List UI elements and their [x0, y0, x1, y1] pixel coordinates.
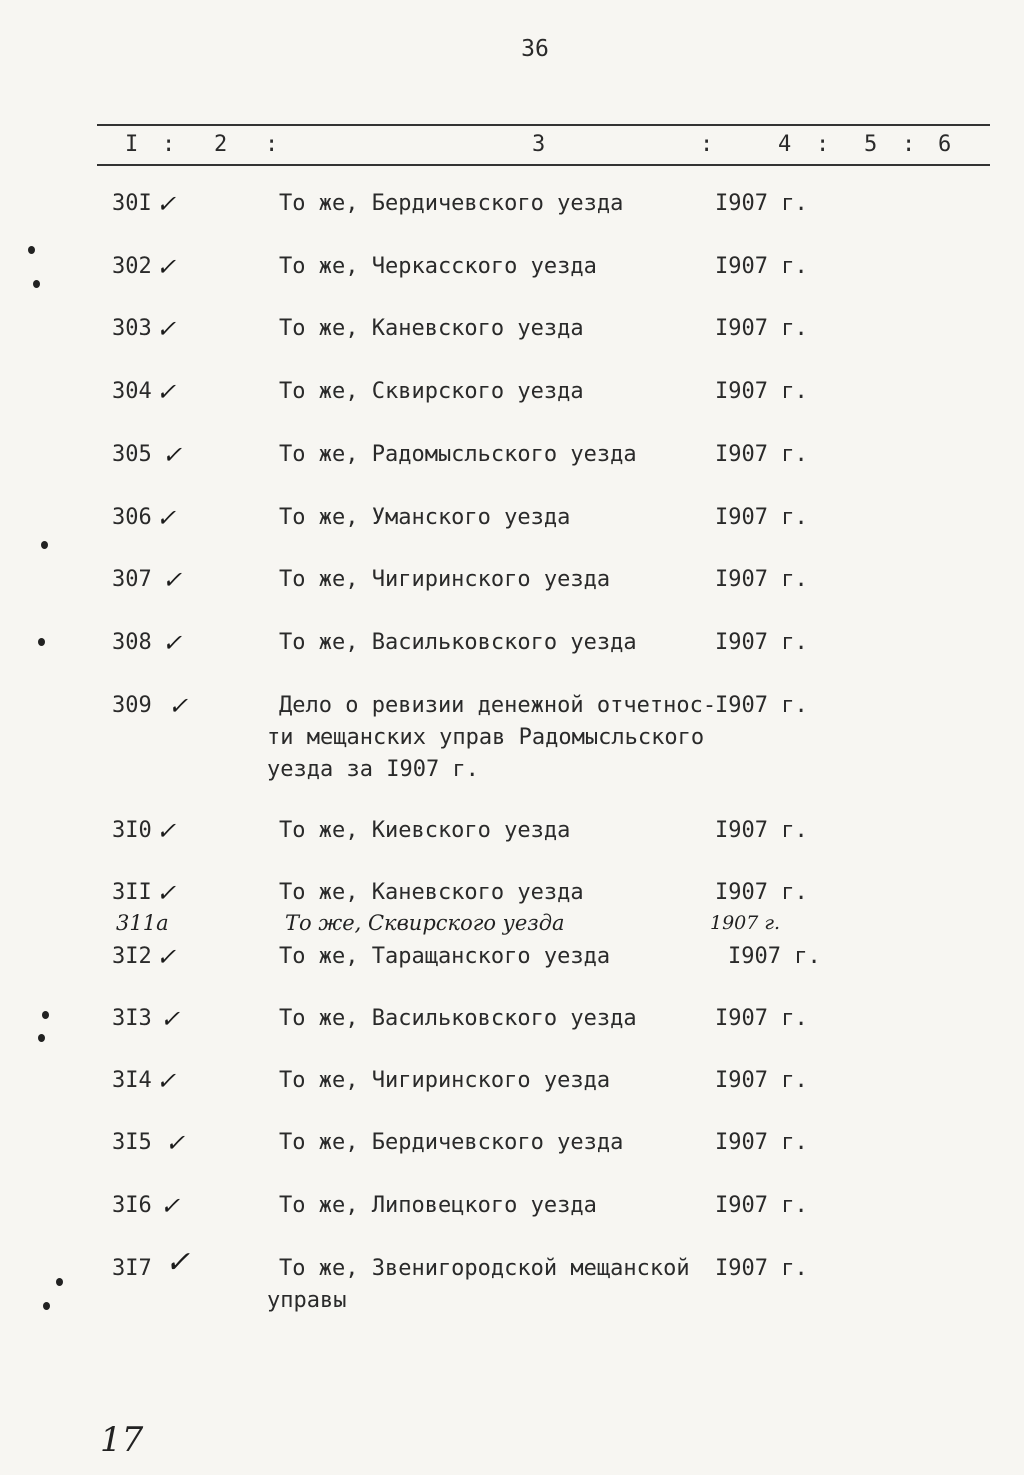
column-separator: : — [265, 132, 279, 157]
binder-dot — [42, 1011, 49, 1019]
row-year: I907 г. — [715, 567, 808, 592]
row-title-line: То же, Липовецкого уезда — [279, 1193, 597, 1218]
row-year: I907 г. — [715, 1130, 808, 1155]
checkmark-icon: ✓ — [156, 817, 177, 845]
row-year: I907 г. — [715, 880, 808, 905]
row-title-line: То же, Радомысльского уезда — [279, 442, 637, 467]
binder-dot — [43, 1302, 50, 1310]
row-number: 3I6 — [112, 1193, 152, 1218]
row-title-line: То же, Киевского уезда — [279, 818, 571, 843]
row-title-line: То же, Уманского уезда — [279, 505, 571, 530]
column-separator: : — [162, 132, 176, 157]
checkmark-icon: ✓ — [156, 190, 177, 218]
column-header-3: 3 — [532, 132, 546, 157]
column-header-2: 2 — [214, 132, 228, 157]
column-header-4: 4 — [778, 132, 792, 157]
handwritten-sheet-number: 17 — [100, 1420, 144, 1460]
row-number: 302 — [112, 254, 152, 279]
binder-dot — [56, 1278, 63, 1286]
row-number: 3I3 — [112, 1006, 152, 1031]
checkmark-icon: ✓ — [156, 943, 177, 971]
row-number: 308 — [112, 630, 152, 655]
column-separator: : — [816, 132, 830, 157]
row-year: I907 г. — [715, 818, 808, 843]
header-rule-top — [97, 124, 990, 126]
row-title-line: То же, Черкасского уезда — [279, 254, 597, 279]
row-year: I907 г. — [715, 1006, 808, 1031]
checkmark-icon: ✓ — [160, 1192, 181, 1220]
checkmark-icon: ✓ — [165, 1129, 186, 1157]
row-number: 3I0 — [112, 818, 152, 843]
row-year: I907 г. — [715, 505, 808, 530]
row-title-line: То же, Сквирского уезда — [279, 379, 584, 404]
row-number: 30I — [112, 191, 152, 216]
row-number: 304 — [112, 379, 152, 404]
row-year: I907 г. — [715, 630, 808, 655]
binder-dot — [38, 638, 45, 646]
row-year: I907 г. — [715, 1193, 808, 1218]
header-rule-bottom — [97, 164, 990, 166]
row-number: 3I4 — [112, 1068, 152, 1093]
checkmark-icon: ✓ — [156, 315, 177, 343]
binder-dot — [38, 1034, 45, 1042]
column-separator: : — [902, 132, 916, 157]
checkmark-icon: ✓ — [162, 629, 183, 657]
row-number: 306 — [112, 505, 152, 530]
row-title-line: То же, Сквирского уезда — [285, 911, 565, 935]
column-separator: : — [700, 132, 714, 157]
checkmark-icon: ✓ — [162, 566, 183, 594]
row-title-line: ти мещанских управ Радомысльского — [267, 725, 705, 750]
checkmark-icon: ✓ — [160, 1005, 181, 1033]
row-year: I907 г. — [715, 442, 808, 467]
row-title-line: То же, Васильковского уезда — [279, 1006, 637, 1031]
checkmark-icon: ✓ — [156, 253, 177, 281]
binder-dot — [28, 246, 35, 254]
row-title-line: уезда за I907 г. — [267, 757, 479, 782]
row-title-line: То же, Бердичевского уезда — [279, 1130, 624, 1155]
row-year: I907 г. — [728, 944, 821, 969]
row-number: 303 — [112, 316, 152, 341]
row-year: I907 г. — [715, 379, 808, 404]
checkmark-icon: ✓ — [156, 378, 177, 406]
row-title-line: То же, Каневского уезда — [279, 880, 584, 905]
row-year: I907 г. — [715, 1068, 808, 1093]
row-number: 309 — [112, 693, 152, 718]
row-year: I907 г. — [715, 1256, 808, 1281]
row-number: 3I2 — [112, 944, 152, 969]
row-year: I907 г. — [715, 191, 808, 216]
binder-dot — [33, 280, 40, 288]
row-title-line: Дело о ревизии денежной отчетнос- — [279, 693, 717, 718]
page-number: 36 — [521, 36, 549, 62]
column-header-6: 6 — [938, 132, 952, 157]
row-year: 1907 г. — [710, 912, 781, 934]
row-year: I907 г. — [715, 254, 808, 279]
row-title-line: То же, Бердичевского уезда — [279, 191, 624, 216]
row-title-line: То же, Чигиринского уезда — [279, 567, 611, 592]
row-year: I907 г. — [715, 316, 808, 341]
row-title-line: управы — [267, 1288, 347, 1313]
checkmark-icon: ✓ — [156, 879, 177, 907]
column-header-1: I — [125, 132, 139, 157]
checkmark-icon: ✓ — [156, 504, 177, 532]
row-title-line: То же, Звенигородской мещанской — [279, 1256, 690, 1281]
checkmark-icon: ✓ — [162, 441, 183, 469]
row-title-line: То же, Каневского уезда — [279, 316, 584, 341]
row-number: 305 — [112, 442, 152, 467]
checkmark-icon: ✓ — [156, 1067, 177, 1095]
row-number: 3I5 — [112, 1130, 152, 1155]
row-number: 311а — [116, 911, 169, 935]
row-title-line: То же, Таращанского уезда — [279, 944, 611, 969]
row-title-line: То же, Васильковского уезда — [279, 630, 637, 655]
column-header-5: 5 — [864, 132, 878, 157]
checkmark-icon: ✓ — [165, 1245, 191, 1280]
row-year: I907 г. — [715, 693, 808, 718]
row-number: 3II — [112, 880, 152, 905]
row-number: 3I7 — [112, 1256, 152, 1281]
row-number: 307 — [112, 567, 152, 592]
row-title-line: То же, Чигиринского уезда — [279, 1068, 611, 1093]
checkmark-icon: ✓ — [168, 692, 189, 720]
binder-dot — [41, 541, 48, 549]
